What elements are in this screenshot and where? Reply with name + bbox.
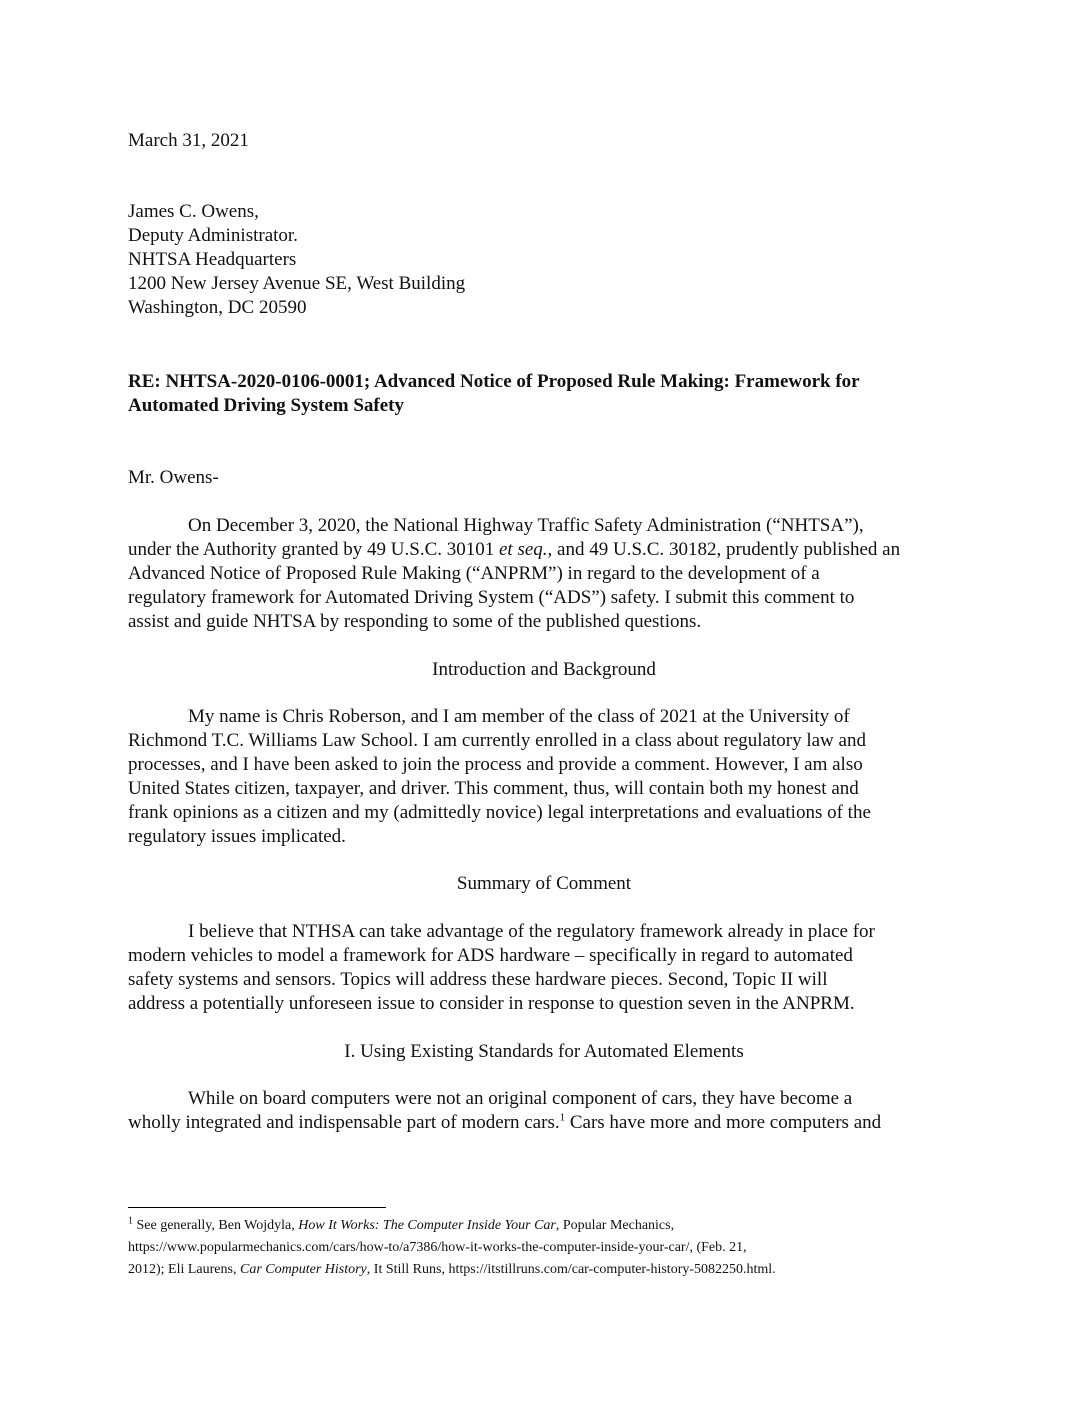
footnote-separator xyxy=(128,1207,386,1208)
section-heading-summary: Summary of Comment xyxy=(456,873,632,894)
paragraph-line: frank opinions as a citizen and my (admittedly novice) legal interpretations and evaluations of the xyxy=(128,802,871,823)
paragraph-line: United States citizen, taxpayer, and driver. This comment, thus, will contain both my honest and xyxy=(128,778,859,799)
paragraph-line: Richmond T.C. Williams Law School. I am currently enrolled in a class about regulatory law and xyxy=(128,730,866,751)
paragraph-line: regulatory framework for Automated Driving System (“ADS”) safety. I submit this comment to xyxy=(128,587,855,608)
paragraph-line: assist and guide NHTSA by responding to some of the published questions. xyxy=(128,611,702,632)
letter-date: March 31, 2021 xyxy=(128,130,249,151)
paragraph-line: processes, and I have been asked to join the process and provide a comment. However, I am also xyxy=(128,754,863,775)
text-run: , Popular Mechanics, xyxy=(555,1218,675,1233)
text-run: under the Authority granted by 49 U.S.C. 30101 xyxy=(128,539,499,560)
italic-citation: et seq., xyxy=(499,539,553,560)
text-run: See generally, Ben Wojdyla, xyxy=(133,1218,299,1233)
paragraph-line: safety systems and sensors. Topics will address these hardware pieces. Second, Topic II will xyxy=(128,969,828,990)
paragraph-line: Advanced Notice of Proposed Rule Making (“ANPRM”) in regard to the development of a xyxy=(128,563,820,584)
italic-title: Car Computer History xyxy=(239,1262,367,1277)
footnote-marker: 1 xyxy=(128,1215,133,1227)
subject-line-2: Automated Driving System Safety xyxy=(128,395,405,416)
recipient-city: Washington, DC 20590 xyxy=(128,297,307,318)
paragraph-line xyxy=(128,1111,881,1135)
section-heading-introduction: Introduction and Background xyxy=(432,659,656,680)
footnote-url-line[interactable]: https://www.popularmechanics.com/cars/how-to/a7386/how-it-works-the-computer-inside-your-car/, (Feb. 21, xyxy=(128,1240,747,1255)
footnote-line xyxy=(128,1216,674,1235)
text-run: 2012); Eli Laurens, xyxy=(128,1262,240,1277)
paragraph-line: I believe that NTHSA can take advantage of the regulatory framework already in place for xyxy=(188,921,875,942)
salutation: Mr. Owens- xyxy=(128,467,219,488)
paragraph-line: My name is Chris Roberson, and I am member of the class of 2021 at the University of xyxy=(188,706,850,727)
subject-line-1: RE: NHTSA-2020-0106-0001; Advanced Notice of Proposed Rule Making: Framework for xyxy=(128,371,860,392)
italic-title: How It Works: The Computer Inside Your Car xyxy=(298,1218,556,1233)
text-run: Cars have more and more computers and xyxy=(565,1112,882,1133)
paragraph-line: regulatory issues implicated. xyxy=(128,826,346,847)
recipient-org: NHTSA Headquarters xyxy=(128,249,297,270)
recipient-street: 1200 New Jersey Avenue SE, West Building xyxy=(128,273,466,294)
paragraph-line: On December 3, 2020, the National Highway Traffic Safety Administration (“NHTSA”), xyxy=(188,515,864,536)
paragraph-line: While on board computers were not an original component of cars, they have become a xyxy=(188,1088,853,1109)
text-run: and 49 U.S.C. 30182, prudently published an xyxy=(552,539,901,560)
footnote-reference[interactable]: 1 xyxy=(559,1111,566,1124)
text-run: wholly integrated and indispensable part of modern cars. xyxy=(128,1112,560,1133)
recipient-name: James C. Owens, xyxy=(128,201,259,222)
section-heading-existing-standards: I. Using Existing Standards for Automated Elements xyxy=(344,1041,744,1062)
paragraph-line xyxy=(128,538,900,562)
text-run: , It Still Runs, https://itstillruns.com/car-computer-history-5082250.html. xyxy=(366,1262,776,1277)
footnote-line xyxy=(128,1260,776,1279)
recipient-title: Deputy Administrator. xyxy=(128,225,298,246)
paragraph-line: modern vehicles to model a framework for ADS hardware – specifically in regard to automated xyxy=(128,945,853,966)
paragraph-line: address a potentially unforeseen issue to consider in response to question seven in the ANPRM. xyxy=(128,993,855,1014)
